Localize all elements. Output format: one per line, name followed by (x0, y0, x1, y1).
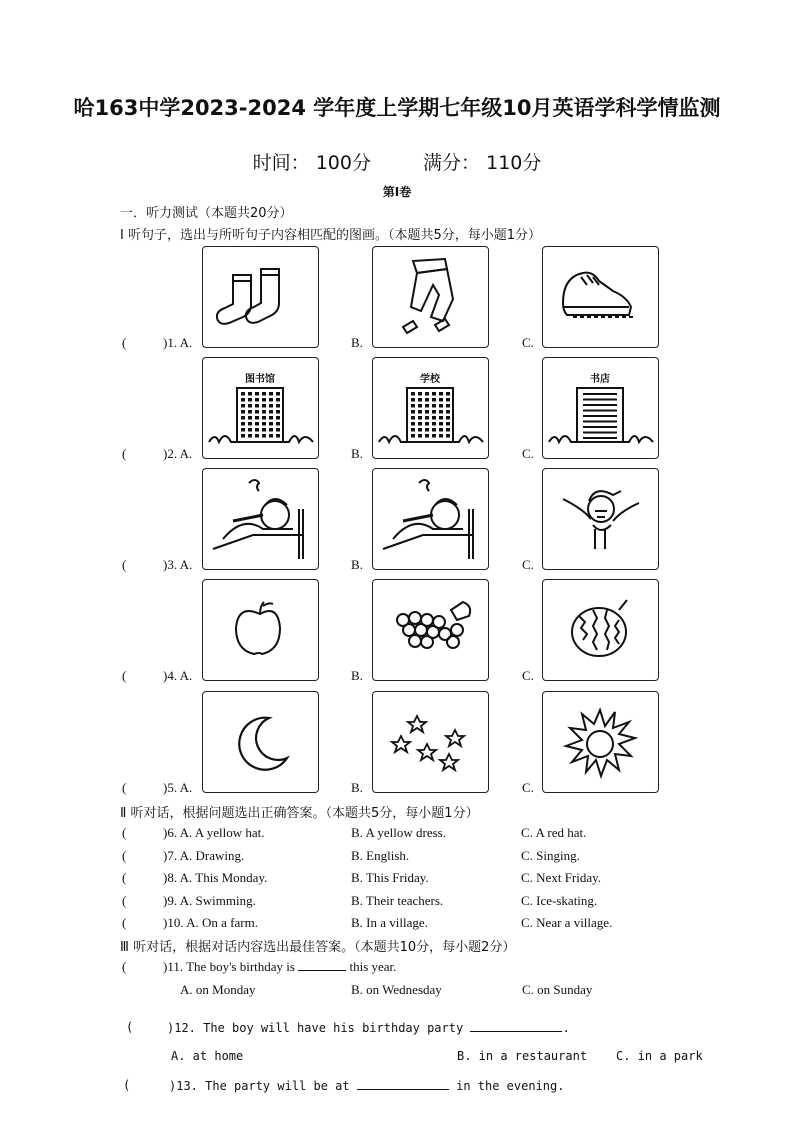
option-c-label: C. (522, 335, 534, 350)
option-b[interactable]: B. English. (351, 847, 410, 863)
option-c-label: C. (522, 668, 534, 683)
q12-paren: ( (126, 1020, 134, 1034)
time-value: 100分 (315, 152, 371, 174)
picture-option[interactable] (202, 246, 319, 348)
moon-icon (203, 692, 318, 792)
q11-option-a[interactable]: A. on Monday (180, 982, 256, 997)
option-b-label: B. (351, 335, 363, 350)
answer-paren[interactable]: ( (122, 335, 127, 350)
picture-option[interactable] (372, 246, 489, 348)
option-c-label: C. (522, 780, 534, 795)
picture-option[interactable] (372, 468, 489, 570)
option-c[interactable]: C. A red hat. (521, 825, 587, 840)
question-option-a[interactable]: )6. A. A yellow hat. (163, 825, 265, 840)
sick-boy-icon (203, 469, 318, 569)
picture-option[interactable] (202, 357, 319, 459)
q13-post: in the evening. (456, 1079, 565, 1093)
option-b-label: B. (351, 780, 363, 795)
q12-pre: )12. The boy will have his birthday party (167, 1021, 464, 1035)
picture-label: 学校 (420, 374, 440, 385)
q11-pre: )11. The boy's birthday is (163, 959, 295, 974)
answer-paren[interactable]: ( (122, 668, 127, 683)
picture-label: 书店 (590, 374, 610, 385)
option-b[interactable]: B. Their teachers. (351, 892, 444, 908)
option-c-label: C. (522, 446, 534, 461)
option-c[interactable]: C. Singing. (521, 847, 580, 863)
option-c[interactable]: C. Ice-skating. (521, 892, 598, 908)
answer-paren[interactable]: ( (122, 892, 127, 908)
part2-instructions: Ⅱ 听对话，根据问题选出正确答案。（本题共5分，每小题1分） (120, 806, 479, 821)
answer-paren[interactable]: ( (122, 915, 127, 930)
option-c[interactable]: C. Near a village. (521, 915, 613, 930)
picture-label: 图书馆 (245, 374, 275, 385)
option-b[interactable]: B. This Friday. (351, 870, 429, 885)
q11-post: this year. (349, 959, 397, 974)
bookstore-icon (543, 358, 658, 458)
q11-stem (163, 959, 396, 975)
picture-option[interactable] (542, 357, 659, 459)
q12-option-c[interactable]: C. in a park (616, 1049, 703, 1063)
option-b-label: B. (351, 446, 363, 461)
option-b[interactable]: B. In a village. (351, 915, 428, 930)
sneakers-icon (543, 247, 658, 347)
option-b[interactable]: B. A yellow dress. (351, 825, 446, 840)
picture-option[interactable] (202, 468, 319, 570)
question-number-option-a: )3. A. (163, 557, 193, 572)
question-number-option-a: )5. A. (163, 780, 193, 795)
picture-option[interactable] (202, 579, 319, 681)
picture-option[interactable] (372, 579, 489, 681)
q11-blank[interactable] (298, 959, 346, 971)
question-number-option-a: )2. A. (163, 446, 193, 461)
q11-paren: ( (122, 959, 127, 974)
part1-instructions: Ⅰ 听句子，选出与所听句子内容相匹配的图画。（本题共5分，每小题1分） (120, 228, 542, 243)
sick-girl-icon (373, 469, 488, 569)
picture-option[interactable] (372, 691, 489, 793)
picture-option[interactable] (542, 246, 659, 348)
socks-icon (203, 247, 318, 347)
q12-post: . (562, 1021, 570, 1035)
school-icon (373, 358, 488, 458)
answer-paren[interactable]: ( (122, 847, 127, 863)
picture-option[interactable] (202, 691, 319, 793)
q12-option-a[interactable]: A. at home (171, 1049, 244, 1063)
question-option-a[interactable]: )10. A. On a farm. (163, 915, 258, 930)
option-b-label: B. (351, 668, 363, 683)
picture-option[interactable] (542, 691, 659, 793)
part3-instructions: Ⅲ 听对话，根据对话内容选出最佳答案。（本题共10分，每小题2分） (120, 940, 516, 955)
grapes-icon (373, 580, 488, 680)
library-icon (203, 358, 318, 458)
answer-paren[interactable]: ( (122, 825, 127, 840)
question-option-a[interactable]: )9. A. Swimming. (163, 892, 256, 908)
section-title: 一．听力测试（本题共20分） (120, 206, 293, 221)
trousers-icon (373, 247, 488, 347)
q13-blank[interactable] (357, 1078, 449, 1090)
answer-paren[interactable]: ( (122, 557, 127, 572)
q12-blank[interactable] (470, 1020, 562, 1032)
q13-paren: ( (123, 1078, 131, 1092)
question-option-a[interactable]: )8. A. This Monday. (163, 870, 268, 885)
picture-option[interactable] (542, 579, 659, 681)
time-label: 时间： (252, 152, 310, 174)
watermelon-icon (543, 580, 658, 680)
answer-paren[interactable]: ( (122, 446, 127, 461)
exam-info (0, 148, 794, 175)
picture-option[interactable] (542, 468, 659, 570)
picture-option[interactable] (372, 357, 489, 459)
q11-option-b[interactable]: B. on Wednesday (351, 982, 442, 997)
answer-paren[interactable]: ( (122, 870, 127, 885)
answer-paren[interactable]: ( (122, 780, 127, 795)
question-option-a[interactable]: )7. A. Drawing. (163, 847, 245, 863)
volume-label: 第I卷 (382, 185, 412, 199)
q12-stem (167, 1020, 570, 1035)
option-c-label: C. (522, 557, 534, 572)
score-value: 110分 (486, 152, 542, 174)
question-number-option-a: )4. A. (163, 668, 193, 683)
q11-option-c[interactable]: C. on Sunday (522, 982, 593, 997)
score-label: 满分： (423, 152, 481, 174)
q13-pre: )13. The party will be at (169, 1079, 350, 1093)
sun-icon (543, 692, 658, 792)
option-b-label: B. (351, 557, 363, 572)
q13-stem (169, 1078, 564, 1093)
exam-title: 哈163中学2023-2024 学年度上学期七年级10月英语学科学情监测 (73, 96, 721, 120)
question-number-option-a: )1. A. (163, 335, 193, 350)
apple-icon (203, 580, 318, 680)
q12-option-b[interactable]: B. in a restaurant (457, 1049, 588, 1063)
option-c[interactable]: C. Next Friday. (521, 870, 602, 885)
cold-girl-icon (543, 469, 658, 569)
stars-icon (373, 692, 488, 792)
